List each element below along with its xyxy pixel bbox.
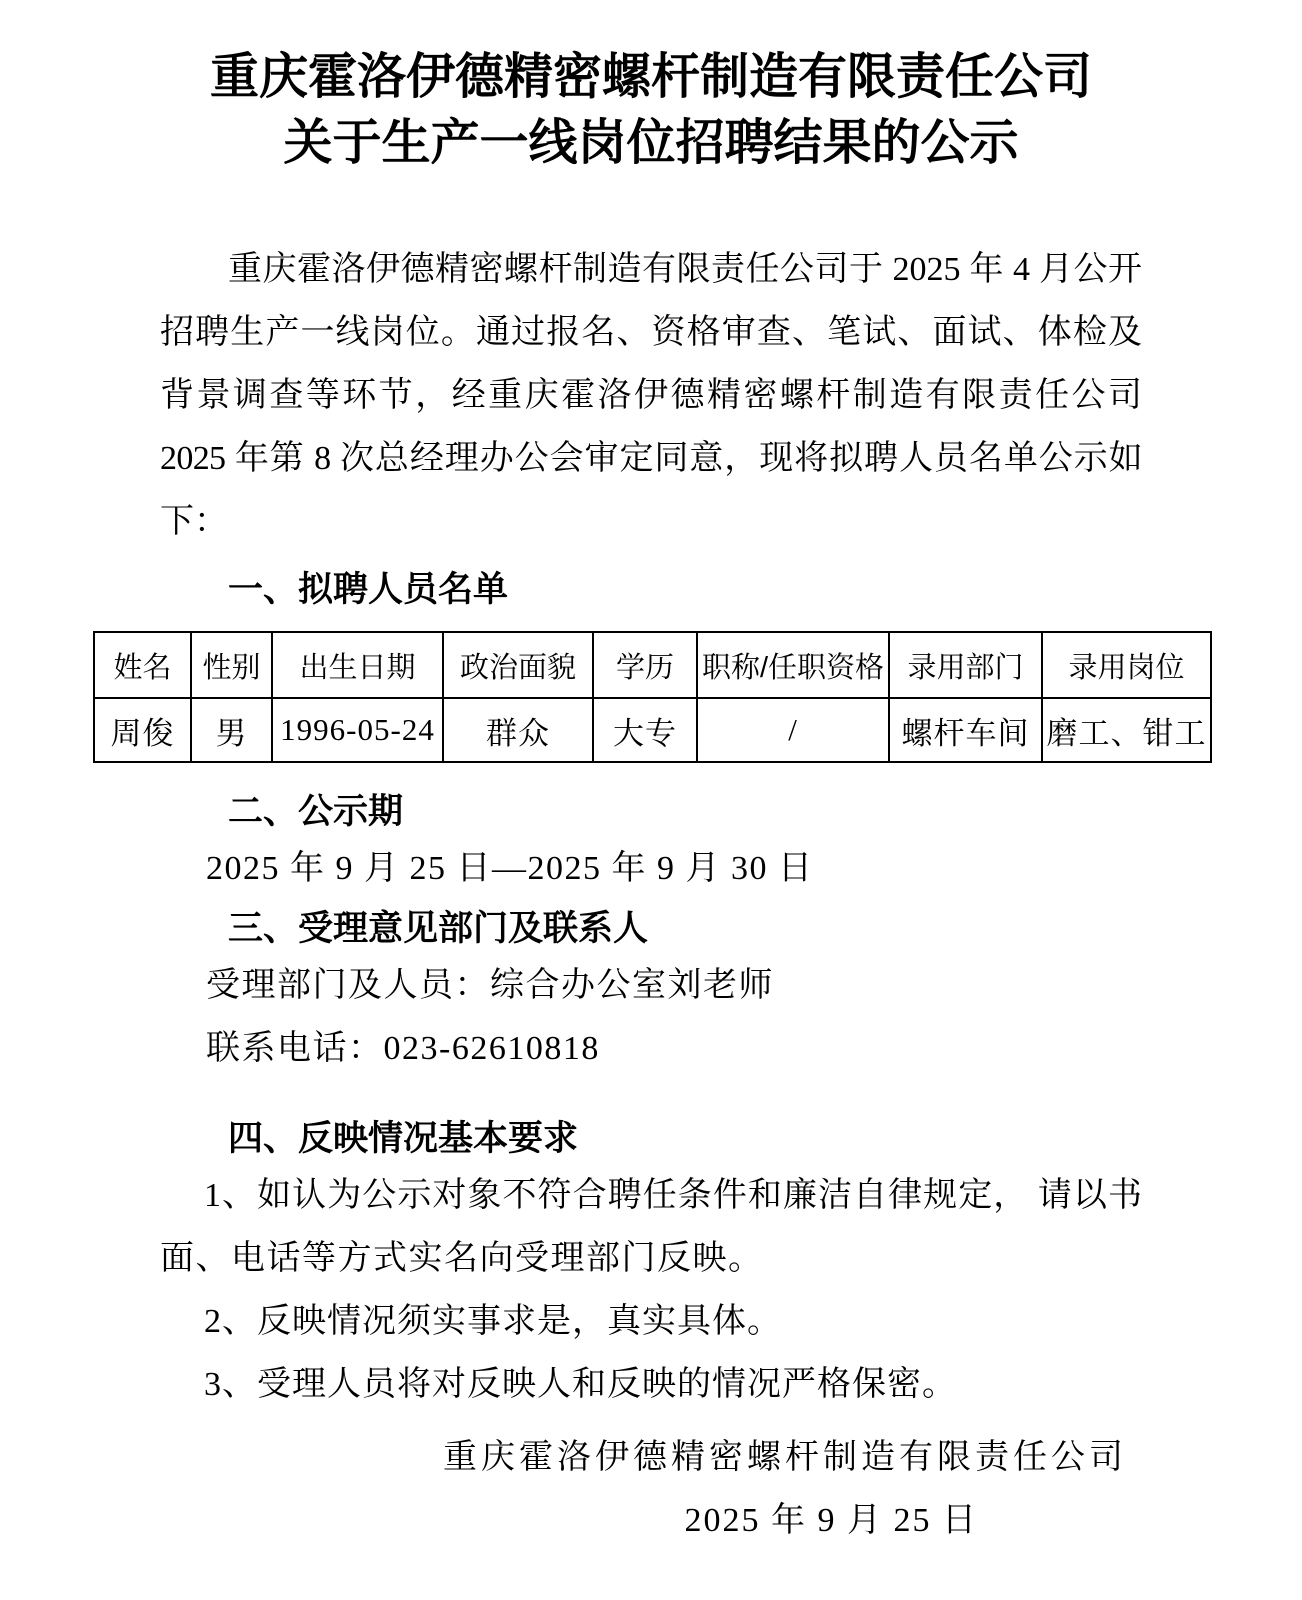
col-header-name: 姓名 <box>94 632 191 698</box>
col-header-gender: 性别 <box>191 632 272 698</box>
signature-date: 2025 年 9 月 25 日 <box>684 1502 978 1539</box>
publicity-period: 2025 年 9 月 25 日—2025 年 9 月 30 日 <box>206 850 814 887</box>
cell-position: 磨工、钳工 <box>1042 698 1211 762</box>
cell-qualification: / <box>697 698 889 762</box>
col-header-education: 学历 <box>593 632 697 698</box>
intro-line-4: 2025 年第 8 次总经理办公会审定同意，现将拟聘人员名单公示如 <box>160 440 1142 477</box>
col-header-position: 录用岗位 <box>1042 632 1211 698</box>
requirement-item-1-line-2: 面、电话等方式实名向受理部门反映。 <box>160 1240 764 1277</box>
cell-name: 周俊 <box>94 698 191 762</box>
contact-phone: 联系电话：023-62610818 <box>206 1030 600 1067</box>
cell-birthdate: 1996-05-24 <box>272 698 443 762</box>
requirement-item-2: 2、反映情况须实事求是，真实具体。 <box>204 1303 782 1340</box>
table-header-row <box>94 632 1211 698</box>
col-header-department: 录用部门 <box>889 632 1042 698</box>
table-row <box>94 698 1211 762</box>
intro-line-1: 重庆霍洛伊德精密螺杆制造有限责任公司于 2025 年 4 月公开 <box>228 251 1142 288</box>
document-title <box>160 44 1142 176</box>
col-header-qualification: 职称/任职资格 <box>697 632 889 698</box>
section2-heading: 二、公示期 <box>228 792 404 831</box>
cell-education: 大专 <box>593 698 697 762</box>
candidate-table <box>93 631 1212 763</box>
contact-department: 受理部门及人员：综合办公室刘老师 <box>206 967 774 1004</box>
cell-political-status: 群众 <box>443 698 593 762</box>
col-header-birthdate: 出生日期 <box>272 632 443 698</box>
signature-company: 重庆霍洛伊德精密螺杆制造有限责任公司 <box>443 1439 1127 1476</box>
intro-paragraph <box>160 238 1142 553</box>
intro-line-3: 背景调查等环节，经重庆霍洛伊德精密螺杆制造有限责任公司 <box>160 377 1142 414</box>
title-line-2: 关于生产一线岗位招聘结果的公示 <box>283 115 1019 170</box>
col-header-political-status: 政治面貌 <box>443 632 593 698</box>
requirement-item-3: 3、受理人员将对反映人和反映的情况严格保密。 <box>204 1366 957 1403</box>
cell-department: 螺杆车间 <box>889 698 1042 762</box>
cell-gender: 男 <box>191 698 272 762</box>
requirement-item-1-line-1: 1、如认为公示对象不符合聘任条件和廉洁自律规定， 请以书 <box>204 1177 1142 1214</box>
title-line-1: 重庆霍洛伊德精密螺杆制造有限责任公司 <box>209 49 1092 104</box>
section1-heading: 一、拟聘人员名单 <box>228 570 509 609</box>
intro-line-5: 下： <box>160 503 228 540</box>
section4-heading: 四、反映情况基本要求 <box>228 1119 579 1158</box>
intro-line-2: 招聘生产一线岗位。通过报名、资格审查、笔试、面试、体检及 <box>160 314 1142 351</box>
section3-heading: 三、受理意见部门及联系人 <box>228 909 649 948</box>
